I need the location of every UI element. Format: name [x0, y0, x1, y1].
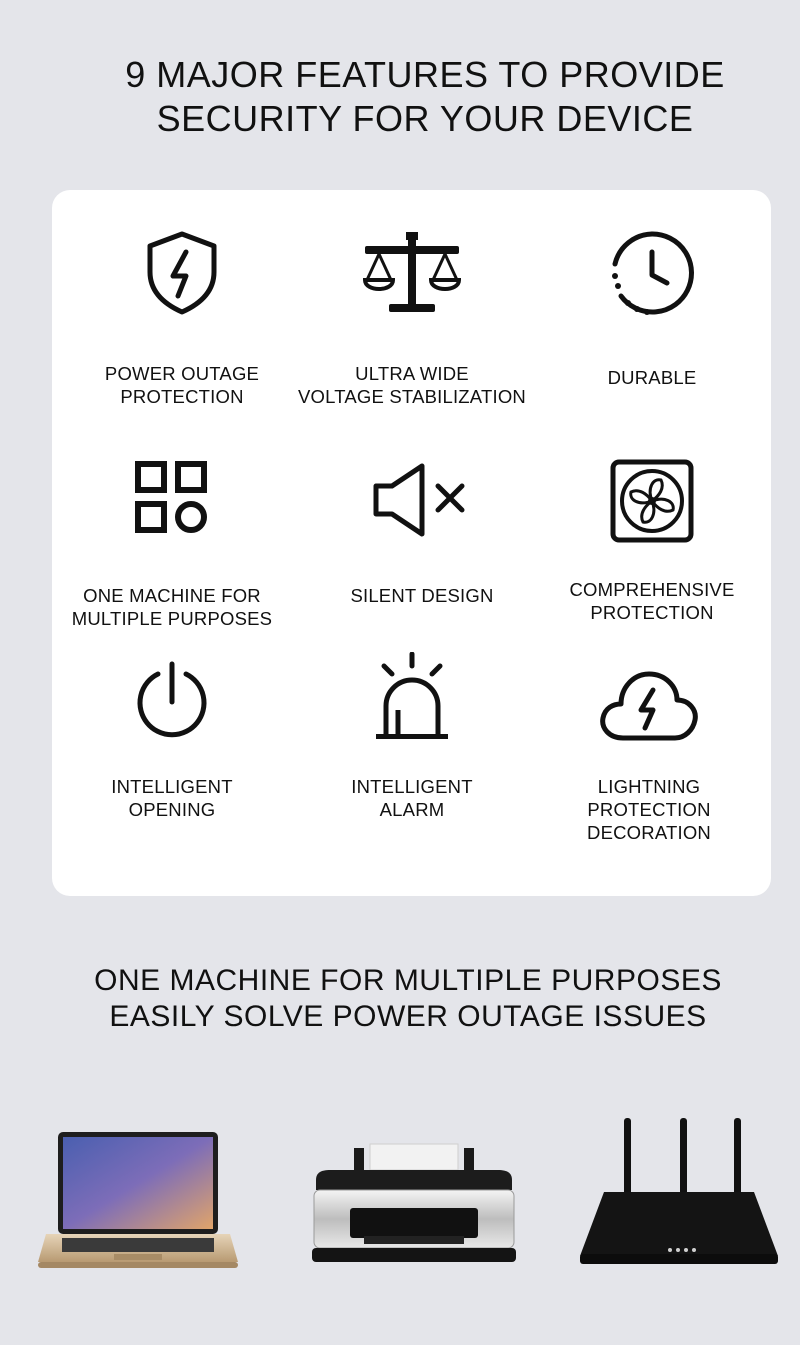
speaker-mute-icon [372, 462, 472, 538]
features-card [52, 190, 771, 896]
feature-label: SILENT DESIGN [350, 585, 494, 606]
feature-label: INTELLIGENT OPENING [111, 776, 233, 820]
feature-label: COMPREHENSIVE PROTECTION [569, 579, 735, 623]
page-title-line1: 9 MAJOR FEATURES TO PROVIDE [125, 54, 725, 95]
router-icon [578, 1114, 780, 1270]
page-title-line2: SECURITY FOR YOUR DEVICE [156, 98, 694, 139]
power-icon [132, 660, 212, 740]
feature-label: POWER OUTAGE PROTECTION [104, 363, 260, 407]
grid-apps-icon [132, 458, 212, 538]
section-title-line2: EASILY SOLVE POWER OUTAGE ISSUES [109, 1000, 707, 1033]
clock-icon [607, 228, 697, 318]
feature-ultra-wide-voltage [282, 228, 542, 407]
feature-label: DURABLE [607, 367, 697, 388]
balance-scale-icon [357, 228, 467, 318]
feature-lightning-protection [519, 664, 779, 843]
section-title-line1: ONE MACHINE FOR MULTIPLE PURPOSES [94, 964, 722, 997]
feature-comprehensive-protection [522, 458, 782, 623]
cloud-lightning-icon [597, 664, 701, 744]
shield-lightning-icon [142, 228, 222, 318]
alarm-light-icon [372, 652, 452, 744]
feature-intelligent-opening [42, 660, 302, 820]
feature-power-outage-protection [52, 228, 312, 407]
page-title [25, 53, 800, 141]
fan-icon [609, 458, 695, 544]
feature-label: ULTRA WIDE VOLTAGE STABILIZATION [298, 363, 526, 407]
feature-label: ONE MACHINE FOR MULTIPLE PURPOSES [71, 585, 273, 629]
feature-label: INTELLIGENT ALARM [351, 776, 473, 820]
section-title [8, 963, 800, 1035]
feature-silent-design [292, 462, 552, 606]
laptop-icon [36, 1128, 240, 1274]
printer-icon [308, 1140, 520, 1270]
feature-label: LIGHTNING PROTECTION DECORATION [587, 776, 711, 843]
feature-intelligent-alarm [282, 652, 542, 820]
feature-one-machine [42, 458, 302, 629]
feature-durable [522, 228, 782, 388]
